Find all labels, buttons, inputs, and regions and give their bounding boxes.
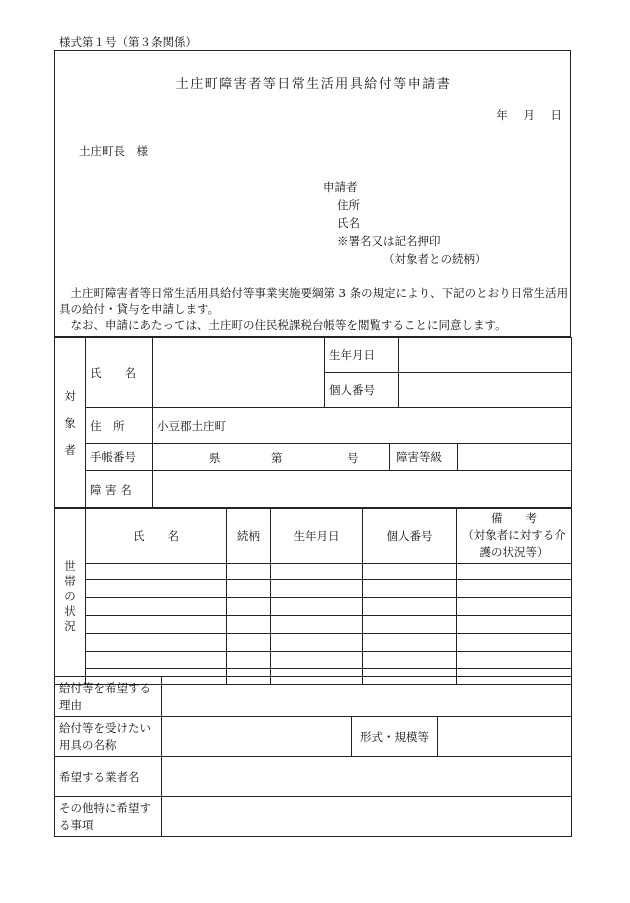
handbook-go-label: 号: [347, 451, 359, 465]
household-row[interactable]: [55, 598, 572, 616]
household-table: [54, 507, 572, 685]
household-col-id: 個人番号: [363, 508, 457, 564]
target-address-label: 住 所: [86, 408, 153, 444]
household-section-label: 世帯の状況: [55, 508, 86, 685]
model-scale-field[interactable]: [438, 717, 572, 757]
household-col-dob: 生年月日: [271, 508, 363, 564]
declaration-paragraph-1: 土庄町障害者等日常生活用具給付等事業実施要綱第 3 条の規定により、下記のとおり日常生活用具の給付・貸与を申請します。: [59, 286, 569, 316]
disability-grade-field[interactable]: [457, 444, 571, 470]
item-name-field[interactable]: [162, 717, 352, 757]
applicant-label: 申請者: [323, 180, 358, 194]
signature-note: ※署名又は記名押印: [337, 234, 441, 248]
other-request-field[interactable]: [162, 797, 572, 837]
declaration-paragraph-2: なお、申請にあたっては、土庄町の住民税課税台帳等を閲覧することに同意します。: [70, 318, 507, 332]
handbook-pref-label: 県: [209, 451, 221, 465]
target-name-label: 氏 名: [86, 338, 153, 408]
target-name-field[interactable]: [153, 338, 325, 408]
target-id-label: 個人番号: [325, 373, 399, 408]
reason-label: 給付等を希望する理由: [55, 677, 162, 717]
handbook-number-field[interactable]: [153, 444, 572, 471]
vendor-label: 希望する業者名: [55, 757, 162, 797]
household-col-name: 氏 名: [86, 508, 227, 564]
page-title: 土庄町障害者等日常生活用具給付等申請書: [175, 77, 452, 92]
household-row[interactable]: [55, 652, 572, 669]
date-line: 年 月 日: [496, 108, 562, 122]
target-section-label: 対象者: [55, 338, 86, 509]
request-table: [54, 676, 572, 837]
target-person-table: [54, 337, 572, 509]
relation-note: （対象者との続柄）: [383, 252, 487, 266]
disability-name-field[interactable]: [153, 471, 572, 509]
vendor-field[interactable]: [162, 757, 572, 797]
target-address-field[interactable]: 小豆郡土庄町: [153, 408, 572, 444]
target-id-field[interactable]: [399, 373, 572, 408]
disability-grade-label: 障害等級: [389, 444, 457, 470]
handbook-number-label: 手帳番号: [86, 444, 153, 471]
other-request-label: その他特に希望する事項: [55, 797, 162, 837]
application-header-frame: [54, 50, 571, 337]
addressee: 土庄町長 様: [79, 144, 148, 158]
disability-name-label: 障 害 名: [86, 471, 153, 509]
household-col-remarks-title: 備 考: [491, 511, 537, 525]
household-row[interactable]: [55, 564, 572, 580]
handbook-no-label: 第: [271, 451, 283, 465]
household-row[interactable]: [55, 634, 572, 652]
applicant-address-label: 住所: [337, 198, 360, 212]
applicant-name-label: 氏名: [337, 216, 360, 230]
household-col-remarks-sub: （対象者に対する介護の状況等）: [462, 528, 566, 559]
declaration-text: [59, 285, 569, 333]
household-col-remarks: [457, 508, 572, 564]
target-dob-field[interactable]: [399, 338, 572, 373]
target-dob-label: 生年月日: [325, 338, 399, 373]
form-number-label: 様式第１号（第３条関係）: [59, 35, 197, 49]
household-row[interactable]: [55, 580, 572, 598]
household-row[interactable]: [55, 616, 572, 634]
reason-field[interactable]: [162, 677, 572, 717]
item-name-label: 給付等を受けたい用具の名称: [55, 717, 162, 757]
model-scale-label: 形式・規模等: [352, 717, 438, 757]
household-col-relation: 続柄: [227, 508, 271, 564]
